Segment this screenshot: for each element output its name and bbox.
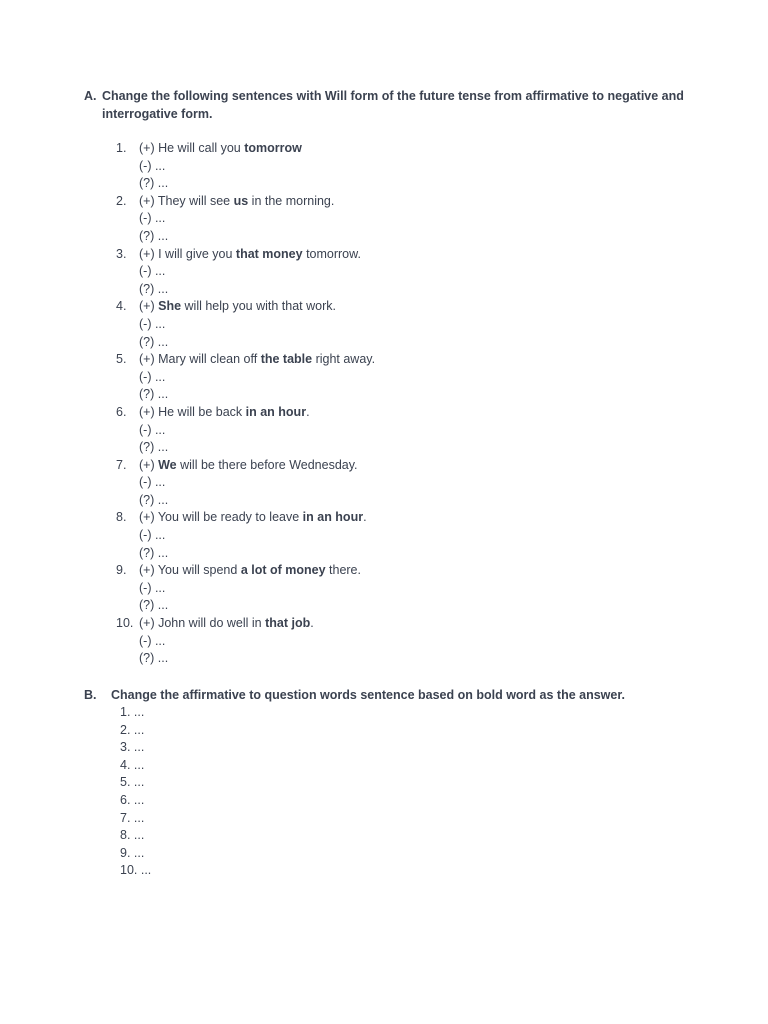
affirmative-sentence: (+) Mary will clean off the table right away. [139,352,376,367]
section-a-instruction: Change the following sentences with Will form of the future tense from affirmative to negative and interrogative form. [102,89,684,121]
list-item [116,298,375,351]
interrogative-blank: (?) ... [139,176,169,191]
list-item [116,246,375,299]
list-item [116,404,375,457]
list-item [116,193,375,246]
negative-blank: (-) ... [139,369,166,384]
negative-blank: (-) ... [139,580,166,595]
section-a-list [116,140,375,668]
bold-answer: She [158,299,182,314]
affirmative-sentence: (+) You will be ready to leave in an hour. [139,510,367,525]
affirmative-sentence: (+) He will be back in an hour. [139,404,310,419]
list-item [116,615,375,668]
bold-answer: We [158,457,177,472]
negative-blank: (-) ... [139,528,166,543]
interrogative-blank: (?) ... [139,440,169,455]
section-a-heading [84,87,684,123]
list-item [116,351,375,404]
interrogative-blank: (?) ... [139,387,169,402]
item-number: 3. [116,246,127,261]
list-item [116,457,375,510]
bold-answer: in an hour [302,510,364,525]
section-b-list [120,704,151,880]
affirmative-sentence: (+) John will do well in that job. [139,616,314,631]
interrogative-blank: (?) ... [139,334,169,349]
bold-answer: that job [265,616,311,631]
affirmative-sentence: (+) You will spend a lot of money there. [139,563,361,578]
section-a-letter: A. [84,89,97,103]
list-item: 8. ... [120,828,145,843]
affirmative-sentence: (+) She will help you with that work. [139,299,336,314]
item-number: 4. [116,299,127,314]
negative-blank: (-) ... [139,158,166,173]
item-number: 5. [116,352,127,367]
negative-blank: (-) ... [139,211,166,226]
item-number: 9. [116,563,127,578]
list-item: 7. ... [120,810,145,825]
affirmative-sentence: (+) We will be there before Wednesday. [139,457,358,472]
affirmative-sentence: (+) He will call you tomorrow [139,141,302,155]
section-b-letter: B. [84,688,97,702]
item-number: 6. [116,404,127,419]
negative-blank: (-) ... [139,264,166,279]
interrogative-blank: (?) ... [139,492,169,507]
list-item: 6. ... [120,792,145,807]
bold-answer: that money [235,246,303,261]
section-a [84,87,684,123]
list-item: 4. ... [120,757,145,772]
negative-blank: (-) ... [139,475,166,490]
interrogative-blank: (?) ... [139,228,169,243]
list-item: 3. ... [120,740,145,755]
section-b-instruction: Change the affirmative to question words sentence based on bold word as the answer. [111,688,625,702]
list-item: 5. ... [120,775,145,790]
bold-answer: a lot of money [240,563,326,578]
bold-answer: the table [260,352,313,367]
bold-answer: in an hour [245,404,307,419]
interrogative-blank: (?) ... [139,598,169,613]
negative-blank: (-) ... [139,633,166,648]
item-number: 1. [116,141,127,155]
negative-blank: (-) ... [139,422,166,437]
bold-answer: tomorrow [244,141,302,155]
list-item [116,509,375,562]
interrogative-blank: (?) ... [139,545,169,560]
item-number: 2. [116,193,127,208]
list-item [116,562,375,615]
list-item: 1. ... [120,705,145,719]
interrogative-blank: (?) ... [139,281,169,296]
section-b-heading [84,686,684,704]
list-item: 10. ... [120,863,152,878]
affirmative-sentence: (+) I will give you that money tomorrow. [139,246,361,261]
item-number: 8. [116,510,127,525]
section-b [84,686,684,704]
item-number: 10. [116,616,134,631]
list-item: 2. ... [120,722,145,737]
bold-answer: us [233,193,249,208]
item-number: 7. [116,457,127,472]
interrogative-blank: (?) ... [139,651,169,666]
affirmative-sentence: (+) They will see us in the morning. [139,193,335,208]
list-item [116,140,375,193]
negative-blank: (-) ... [139,316,166,331]
list-item: 9. ... [120,845,145,860]
